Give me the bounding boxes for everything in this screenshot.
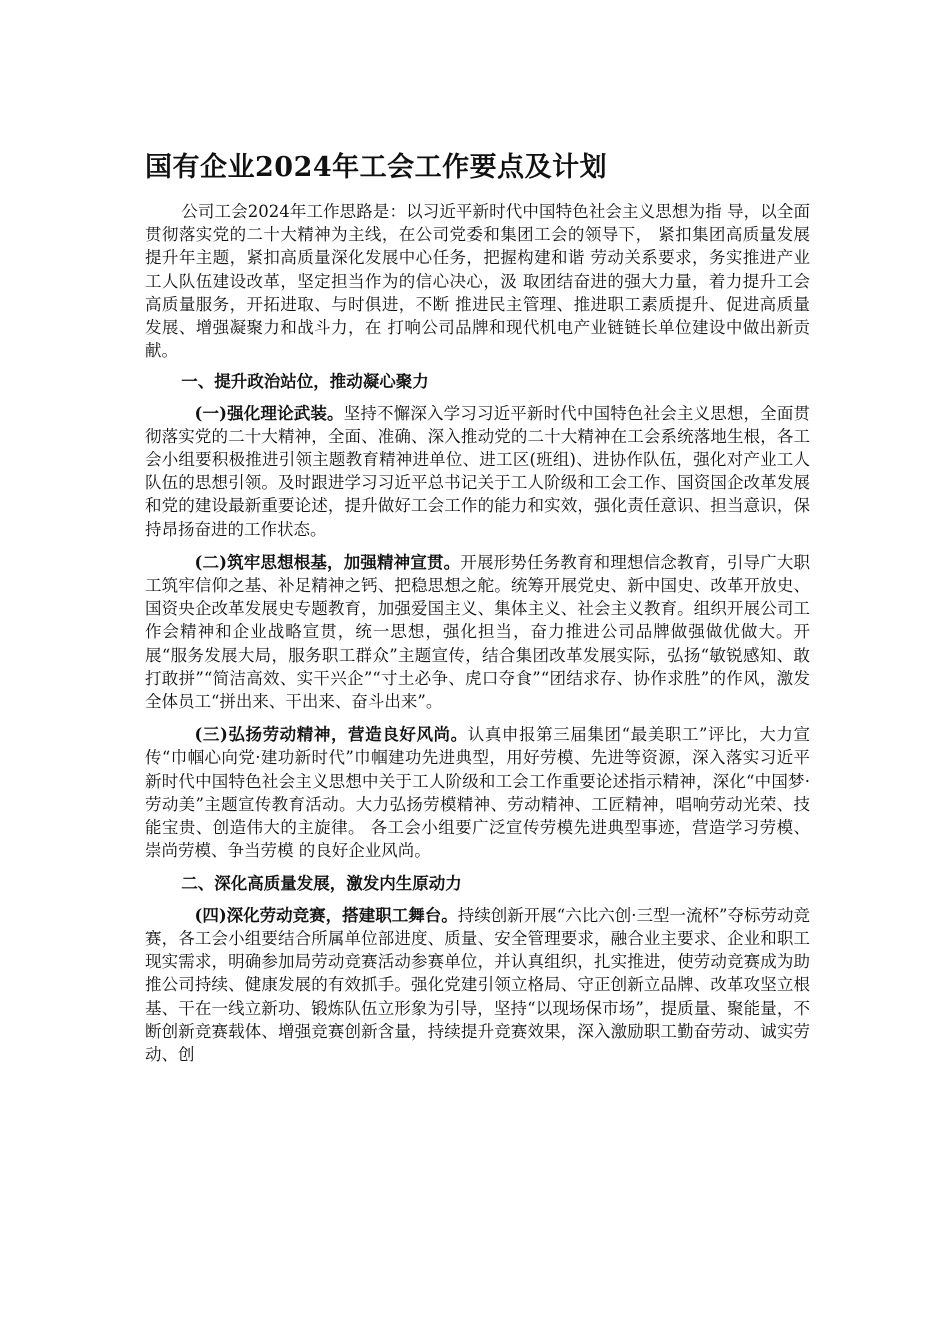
section-2-paragraph <box>145 551 810 713</box>
section-3-paragraph <box>145 723 810 862</box>
section-2-body: 开展形势任务教育和理想信念教育，引导广大职工筑牢信仰之基、补足精神之钙、把稳思想之舵。统筹开展党史、新中国史、改革开放史、国资央企改革发展史专题教育，加强爱国主义、集体主义、社会主义教育。组织开展公司工作会精神和企业战略宣贯，统一思想，强化担当，奋力推进公司品牌做强做优做大。开展“服务发展大局，服务职工群众”主题宣传，结合集团改革发展实际，弘扬“敏锐感知、敢打敢拼”“简洁高效、实干兴企”“寸土必争、虎口夺食”“团结求存、协作求胜”的作风，激发全体员工“拼出来、干出来、奋斗出来”。 <box>145 552 811 712</box>
section-heading-2: 二、深化高质量发展，激发内生原动力 <box>181 874 462 894</box>
section-3-lead: (三)弘扬劳动精神，营造良好风尚。 <box>194 725 468 745</box>
section-2-lead: (二)筑牢思想根基，加强精神宣贯。 <box>194 552 461 572</box>
section-4-body: 持续创新开展“六比六创·三型一流杯”夺标劳动竞赛，各工会小组要结合所属单位部进度、质量、安全管理要求，融合业主要求、企业和职工现实需求，明确参加局劳动竞赛活动参赛单位，并认真组织，扎实推进，使劳动竞赛成为助推公司持续、健康发展的有效抓手。强化党建引领立格局、守正创新立品牌、改革攻坚立根基、干在一线立新功、锻炼队伍立形象为引导，坚持“以现场保市场”，提质量、聚能量，不断创新竞赛载体、增强竞赛创新含量，持续提升竞赛效果，深入激励职工勤奋劳动、诚实劳动、创 <box>145 905 810 1064</box>
section-4-paragraph <box>145 904 810 1066</box>
section-1-paragraph <box>145 402 810 541</box>
section-4-lead: (四)深化劳动竞赛，搭建职工舞台。 <box>194 905 458 925</box>
intro-paragraph: 公司工会2024年工作思路是：以习近平新时代中国特色社会主义思想为指 导，以全面贯彻落实党的二十大精神为主线，在公司党委和集团工会的领导下， 紧扣集团高质量发展提升年主题，紧扣高质量深化发展中心任务，把握构建和谐 劳动关系要求，务实推进产业工人队伍建设改革，坚定担当作为的信心决心，汲 取团结奋进的强大力量，着力提升工会高质量服务，开拓进取、与时俱进，不断 推进民主管理、推进职工素质提升、促进高质量发展、增强凝聚力和战斗力，在 打响公司品牌和现代机电产业链链长单位建设中做出新贡献。 <box>145 202 810 361</box>
document-title: 国有企业2024年工会工作要点及计划 <box>145 152 608 183</box>
section-1-lead: (一)强化理论武装。 <box>194 403 344 423</box>
section-heading-1: 一、提升政治站位，推动凝心聚力 <box>181 372 429 392</box>
section-1-body: 坚持不懈深入学习习近平新时代中国特色社会主义思想，全面贯彻落实党的二十大精神，全面、准确、深入推动党的二十大精神在工会系统落地生根，各工会小组要积极推进引领主题教育精神进单位、进工区(班组)、进协作队伍，强化对产业工人队伍的思想引领。及时跟进学习习近平总书记关于工人阶级和工会工作、国资国企改革发展和党的建设最新重要论述，提升做好工会工作的能力和实效，强化责任意识、担当意识，保持昂扬奋进的工作状态。 <box>145 403 810 539</box>
section-3-body: 认真申报第三届集团“最美职工”评比，大力宣传“巾帼心向党·建功新时代”巾帼建功先进典型，用好劳模、先进等资源，深入落实习近平新时代中国特色社会主义思想中关于工人阶级和工会工作重要论述指示精神，深化“中国梦·劳动美”主题宣传教育活动。大力弘扬劳模精神、劳动精神、工匠精神，唱响劳动光荣、技能宝贵、创造伟大的主旋律。 各工会小组要广泛宣传劳模先进典型事迹，营造学习劳模、崇尚劳模、争当劳模 的良好企业风尚。 <box>145 725 810 861</box>
document-body <box>145 200 810 1066</box>
